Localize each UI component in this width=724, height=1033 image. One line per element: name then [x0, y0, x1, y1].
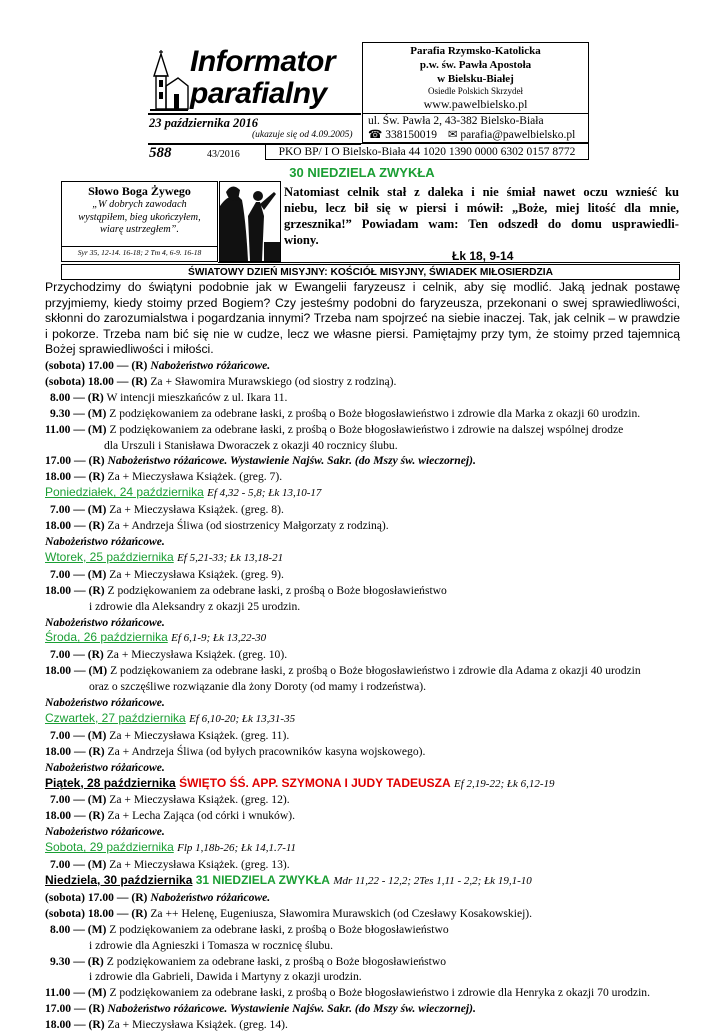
schedule-entry — [45, 954, 695, 970]
schedule-entry — [45, 583, 695, 599]
schedule-text: Środa, 26 października — [45, 630, 168, 645]
schedule-text: 7.00 — [50, 567, 71, 581]
schedule-entry — [45, 422, 695, 438]
schedule-text: (R) — [131, 374, 148, 388]
schedule-text: 18.00 — [45, 519, 72, 533]
schedule-entry-cont: oraz o szczęśliwe rozwiązanie dla żony Doroty (od mamy i rodzeństwa). — [89, 680, 427, 694]
bank-account: PKO BP/ I O Bielsko-Biała 44 1020 1390 0000 6302 0157 8772 — [265, 143, 589, 160]
issue-code: 43/2016 — [207, 149, 240, 160]
schedule-text: (M) — [87, 793, 107, 807]
schedule-text: (M) — [87, 858, 107, 872]
schedule-text: Nabożeństwo różańcowe. — [150, 359, 271, 372]
schedule-text: 7.00 — [50, 793, 71, 807]
schedule-entry — [45, 469, 695, 485]
schedule-text: — — [73, 954, 85, 968]
schedule-text: 18.00 — [45, 583, 72, 597]
day-header-sunday — [45, 873, 695, 890]
schedule-text: (R) — [88, 809, 105, 823]
parish-name-1: Parafia Rzymsko-Katolicka — [410, 45, 541, 57]
schedule-text: Flp 1,18b-26; Łk 14,1.7-11 — [177, 842, 297, 855]
rosary-note: Nabożeństwo różańcowe. — [45, 825, 165, 839]
schedule-text: Za + Lecha Zająca (od córki i wnuków). — [107, 809, 295, 823]
schedule-text: — — [74, 1018, 86, 1032]
schedule-entry — [45, 744, 695, 760]
header-divider — [148, 113, 361, 115]
schedule-entry — [45, 857, 695, 873]
issue-date: 23 października 2016 — [149, 116, 259, 130]
schedule-text: (R) — [88, 470, 105, 484]
schedule-text: (M) — [87, 728, 107, 742]
schedule-text: 18.00 — [45, 1018, 72, 1032]
schedule-text: (R) — [131, 906, 148, 920]
logo-line-1: Informator — [190, 45, 335, 78]
schedule-text: Za + Mieczysława Książek. (greg. 11). — [109, 728, 290, 742]
schedule-entry-cont: i zdrowie dla Aleksandry z okazji 25 urodzin. — [89, 599, 301, 613]
schedule-text: Ef 6,10-20; Łk 13,31-35 — [189, 712, 296, 725]
schedule-text: — — [74, 583, 86, 597]
schedule-text: Za + Mieczysława Książek. (greg. 8). — [109, 503, 284, 517]
pharisee-tax-collector-icon — [220, 182, 280, 261]
schedule-text: (sobota) 17.00 — [45, 890, 114, 904]
schedule-entry — [45, 890, 695, 906]
schedule-text: — — [73, 793, 85, 807]
schedule-text: (sobota) 18.00 — [45, 374, 114, 388]
rosary-note: Nabożeństwo różańcowe. — [45, 534, 165, 548]
schedule-text: Piątek, 28 października — [45, 775, 176, 790]
schedule-text: Z podziękowaniem za odebrane łaski, z prośbą o Boże błogosławieństwo — [106, 954, 447, 968]
schedule-text: Mdr 11,22 - 12,2; 2Tes 1,11 - 2,2; Łk 19,1-10 — [333, 875, 532, 887]
schedule-entry — [45, 358, 695, 374]
schedule-text: ŚWIĘTO ŚŚ. APP. SZYMONA I JUDY TADEUSZA — [179, 775, 451, 790]
schedule-entry — [45, 1001, 695, 1017]
schedule-text: 17.00 — [45, 454, 72, 468]
mass-schedule — [45, 358, 695, 1033]
schedule-text: — — [74, 809, 86, 823]
gospel-divider — [218, 262, 680, 263]
reflection-line-5: Bożej sprawiedliwości i miłości. — [45, 342, 214, 357]
parish-name-2: p.w. św. Pawła Apostoła — [419, 59, 532, 71]
schedule-text: — — [73, 422, 85, 436]
schedule-entry — [45, 922, 695, 938]
schedule-text: (M) — [88, 664, 108, 678]
logo-line-2: parafialny — [190, 77, 327, 110]
address: ul. Św. Pawła 2, 43-382 Bielsko-Biała — [368, 115, 544, 127]
issue-number: 588 — [149, 145, 172, 161]
schedule-text: (sobota) 18.00 — [45, 906, 114, 920]
schedule-text: (M) — [87, 986, 107, 1000]
schedule-text: Ef 6,1-9; Łk 13,22-30 — [171, 632, 267, 645]
schedule-text: 9.30 — [50, 406, 71, 420]
gospel-line-1: Natomiast celnik stał z daleka i nie śmiał nawet oczu wznieść ku — [284, 185, 679, 199]
gospel-line-4: wiony. — [284, 233, 319, 247]
schedule-text: — — [116, 890, 129, 904]
gospel-text — [284, 184, 679, 233]
schedule-text: Z podziękowaniem za odebrane łaski, z prośbą o Boże błogosławieństwo i zdrowie na dalszej wspólnej drodze — [109, 422, 624, 436]
schedule-entry — [45, 728, 695, 744]
word-quote-2: wystąpiłem, bieg ukończyłem, — [78, 211, 201, 223]
schedule-text: 7.00 — [50, 648, 71, 662]
schedule-entry — [45, 792, 695, 808]
schedule-text: — — [116, 906, 129, 920]
schedule-text: 9.30 — [50, 954, 71, 968]
rosary-note: Nabożeństwo różańcowe. — [45, 760, 165, 774]
gospel-illustration — [219, 181, 281, 262]
schedule-text: Sobota, 29 października — [45, 840, 174, 855]
parish-estate: Osiedle Polskich Skrzydeł — [428, 86, 523, 96]
schedule-text: 8.00 — [50, 390, 71, 404]
schedule-text: Poniedziałek, 24 października — [45, 485, 204, 500]
schedule-text: 18.00 — [45, 744, 72, 758]
word-quote-1: „W dobrych zawodach — [92, 199, 187, 210]
schedule-text: — — [73, 858, 85, 872]
schedule-text: Za + Mieczysława Książek. (greg. 7). — [107, 470, 283, 484]
reflection-line-1: Przychodzimy do świątyni podobnie jak w Ewangelii faryzeusz i celnik, aby się modlić. Jaką jednak postawę — [45, 280, 680, 294]
schedule-text: 18.00 — [45, 664, 72, 678]
schedule-text: Z podziękowaniem za odebrane łaski, z prośbą o Boże błogosławieństwo — [109, 922, 449, 936]
schedule-text: (R) — [88, 454, 105, 468]
schedule-text: — — [73, 567, 85, 581]
parish-info-box — [362, 42, 589, 114]
schedule-text: — — [73, 503, 85, 517]
schedule-text: — — [73, 406, 85, 420]
schedule-entry-cont: i zdrowie dla Gabrieli, Dawida i Martyny z okazji urodzin. — [89, 970, 362, 984]
schedule-text: Za + Sławomira Murawskiego (od siostry z rodziną). — [150, 374, 397, 388]
contact-box — [362, 113, 589, 143]
schedule-text: (R) — [88, 1018, 105, 1032]
word-readings: Syr 35, 12-14. 16-18; 2 Tm 4, 6-9. 16-18 — [77, 248, 202, 257]
schedule-text: — — [73, 922, 85, 936]
schedule-text: 8.00 — [50, 922, 71, 936]
word-divider — [62, 246, 217, 247]
schedule-text: Za ++ Helenę, Eugeniusza, Sławomira Murawskich (od Czesławy Kosakowskiej). — [150, 906, 533, 920]
sunday-title: 30 NIEDZIELA ZWYKŁA — [289, 165, 435, 180]
schedule-text: 18.00 — [45, 470, 72, 484]
word-title: Słowo Boga Żywego — [88, 184, 191, 198]
schedule-text: Czwartek, 27 października — [45, 710, 186, 725]
day-header-saturday — [45, 840, 695, 857]
schedule-text: (sobota) 17.00 — [45, 359, 114, 372]
schedule-text: — — [73, 648, 85, 662]
website-link[interactable]: www.pawelbielsko.pl — [423, 97, 528, 111]
schedule-text: 31 NIEDZIELA ZWYKŁA — [195, 873, 330, 887]
rosary-note: Nabożeństwo różańcowe. — [45, 615, 165, 629]
gospel-reference: Łk 18, 9-14 — [452, 249, 514, 263]
schedule-text: — — [74, 1002, 86, 1016]
schedule-text: (M) — [87, 503, 107, 517]
schedule-text: — — [74, 664, 86, 678]
schedule-entry — [45, 985, 695, 1001]
word-of-god-box — [61, 181, 218, 262]
schedule-text: Ef 4,32 - 5,8; Łk 13,10-17 — [207, 487, 322, 500]
schedule-entry-cont: i zdrowie dla Agnieszki i Tomasza w rocznicę ślubu. — [89, 938, 333, 952]
schedule-text: Nabożeństwo różańcowe. Wystawienie Najśw. Sakr. (do Mszy św. wieczornej). — [107, 454, 476, 468]
schedule-text: Za + Mieczysława Książek. (greg. 10). — [106, 648, 288, 662]
schedule-entry — [45, 374, 695, 390]
schedule-text: 11.00 — [45, 986, 71, 1000]
schedule-text: 11.00 — [45, 422, 71, 436]
schedule-entry — [45, 502, 695, 518]
reflection-line-4: i pokorze. Trzeba nam bić się nie w cudze, lecz we własne piersi. Pamiętajmy przy tym, że stoimy przed tajemnicą — [45, 326, 680, 341]
schedule-text: — — [116, 359, 129, 372]
day-header-thursday — [45, 711, 695, 728]
rosary-note: Nabożeństwo różańcowe. — [45, 696, 165, 710]
envelope-icon: ✉ — [447, 129, 458, 141]
schedule-text: (R) — [87, 648, 104, 662]
phone: 338150019 — [385, 129, 437, 141]
issue-since: (ukazuje się od 4.09.2005) — [252, 130, 353, 140]
schedule-text: Za + Mieczysława Książek. (greg. 13). — [109, 858, 290, 872]
schedule-entry — [45, 808, 695, 824]
reflection-line-3: skłonni do zarozumialstwa i pogardzania innymi? Trzeba nam spojrzeć na siebie inaczej. Tak, jak celnik – w prawdzie — [45, 311, 680, 326]
schedule-text: (R) — [131, 890, 148, 904]
day-header-wednesday — [45, 630, 695, 647]
schedule-entry — [45, 647, 695, 663]
schedule-text: (R) — [131, 359, 148, 372]
schedule-text: (R) — [88, 744, 105, 758]
schedule-text: 17.00 — [45, 1002, 72, 1016]
schedule-text: (R) — [87, 390, 104, 404]
schedule-entry — [45, 567, 695, 583]
schedule-text: (R) — [88, 1002, 105, 1016]
schedule-text: Nabożeństwo różańcowe. — [150, 890, 271, 904]
schedule-text: 7.00 — [50, 503, 71, 517]
schedule-text: Nabożeństwo różańcowe. Wystawienie Najśw. Sakr. (do Mszy św. wieczornej). — [107, 1002, 476, 1016]
schedule-text: — — [74, 470, 86, 484]
schedule-text: Niedziela, 30 października — [45, 873, 193, 887]
day-header-monday — [45, 485, 695, 502]
schedule-entry — [45, 453, 695, 469]
schedule-text: — — [74, 744, 86, 758]
schedule-text: (M) — [87, 406, 107, 420]
schedule-text: Ef 5,21-33; Łk 13,18-21 — [177, 551, 284, 564]
schedule-text: — — [73, 728, 85, 742]
schedule-entry — [45, 518, 695, 534]
schedule-text: — — [73, 986, 85, 1000]
reflection-text — [45, 280, 680, 358]
schedule-text: Za + Mieczysława Książek. (greg. 9). — [109, 567, 284, 581]
schedule-text: Wtorek, 25 października — [45, 549, 174, 564]
schedule-text: Z podziękowaniem za odebrane łaski, z prośbą o Boże błogosławieństwo i zdrowie dla Henryka z okazji 70 urodzin. — [109, 986, 650, 1000]
schedule-text: — — [116, 374, 129, 388]
mission-day-text: ŚWIATOWY DZIEŃ MISYJNY: KOŚCIÓŁ MISYJNY, ŚWIADEK MIŁOSIERDZIA — [188, 267, 553, 278]
phone-icon: ☎ — [368, 129, 383, 141]
schedule-text: Z podziękowaniem za odebrane łaski, z prośbą o Boże błogosławieństwo — [107, 583, 447, 597]
schedule-text: Za + Mieczysława Książek. (greg. 12). — [109, 793, 290, 807]
email-link[interactable]: parafia@pawelbielsko.pl — [460, 129, 576, 141]
schedule-text: (R) — [88, 583, 105, 597]
schedule-text: 18.00 — [45, 809, 72, 823]
schedule-entry — [45, 390, 695, 406]
church-icon — [148, 50, 190, 112]
reflection-line-2: przyjmiemy, kiedy stoimy przed Bogiem? Czy jesteśmy podobni do faryzeusza, przekonani o swej sprawiedliwości, — [45, 295, 680, 310]
schedule-entry-cont: dla Urszuli i Stanisława Dworaczek z okazji 40 rocznicy ślubu. — [104, 438, 398, 452]
parish-name-3: w Bielsku-Białej — [437, 73, 514, 85]
schedule-text: Z podziękowaniem za odebrane łaski, z prośbą o Boże błogosławieństwo i zdrowie dla Adama z okazji 40 urodzin — [110, 664, 641, 678]
gospel-line-3: grzesznika!” Powiadam wam: Ten odszedł do domu usprawiedli- — [284, 217, 679, 232]
schedule-text: — — [73, 390, 85, 404]
mission-day-banner — [61, 264, 680, 280]
schedule-text: W intencji mieszkańców z ul. Ikara 11. — [106, 390, 288, 404]
day-header-friday — [45, 776, 695, 793]
schedule-text: (M) — [87, 422, 107, 436]
schedule-text: 7.00 — [50, 728, 71, 742]
word-quote-3: wiarę ustrzegłem”. — [100, 224, 179, 235]
schedule-text: Ef 2,19-22; Łk 6,12-19 — [454, 777, 555, 790]
schedule-text: (R) — [88, 519, 105, 533]
schedule-text: Za + Mieczysława Książek. (greg. 14). — [107, 1018, 288, 1032]
schedule-text: — — [74, 519, 86, 533]
gospel-line-2: niebu, lecz bił się w piersi i mówił: „Boże, miej litość dla mnie, — [284, 201, 679, 216]
schedule-entry — [45, 906, 695, 922]
schedule-text: Z podziękowaniem za odebrane łaski, z prośbą o Boże błogosławieństwo i zdrowie dla Marka z okazji 60 urodzin. — [109, 406, 641, 420]
schedule-text: 7.00 — [50, 858, 71, 872]
schedule-text: (M) — [87, 922, 107, 936]
schedule-entry — [45, 406, 695, 422]
schedule-entry — [45, 1017, 695, 1033]
schedule-entry — [45, 663, 695, 679]
schedule-text: Za + Andrzeja Śliwa (od byłych pracowników kasyna wojskowego). — [107, 744, 426, 758]
schedule-text: (R) — [87, 954, 104, 968]
schedule-text: — — [74, 454, 86, 468]
schedule-text: Za + Andrzeja Śliwa (od siostrzenicy Małgorzaty z rodziną). — [107, 519, 389, 533]
day-header-tuesday — [45, 550, 695, 567]
schedule-text: (M) — [87, 567, 107, 581]
